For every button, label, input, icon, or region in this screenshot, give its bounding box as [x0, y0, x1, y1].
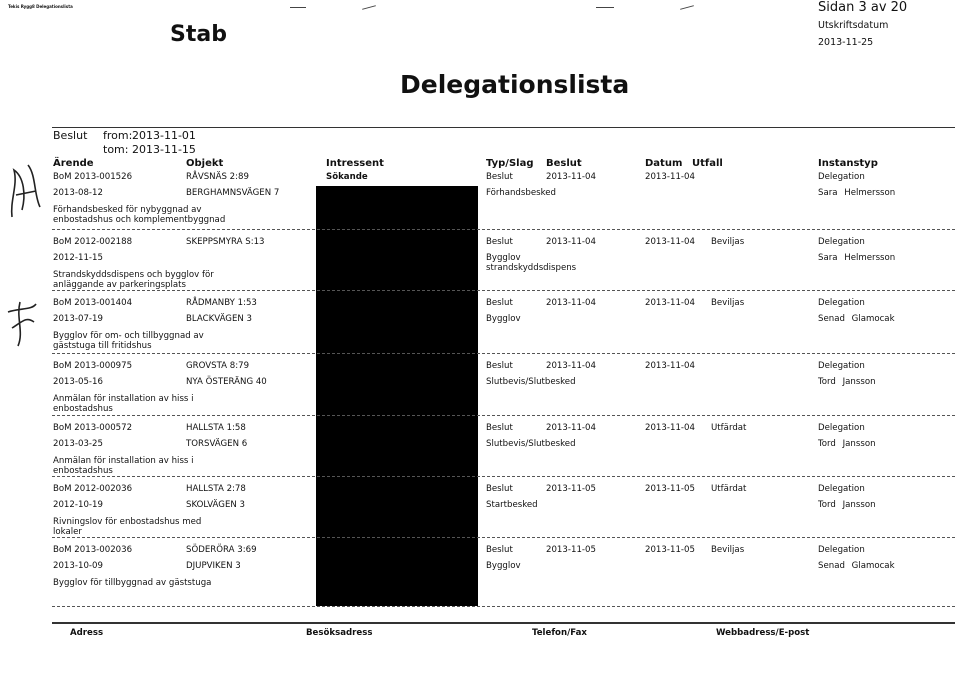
row-typ: Beslut — [486, 172, 513, 182]
row-handl: Sara Helmersson — [818, 253, 896, 263]
filter-tom-date: 2013-11-15 — [132, 143, 196, 156]
row-obj2: BLACKVÄGEN 3 — [186, 314, 253, 324]
row-slag1: Bygglov — [486, 561, 521, 571]
row-obj2: SKOLVÄGEN 3 — [186, 500, 246, 510]
signature-2 — [2, 292, 42, 350]
row-datum: 2013-11-04 — [645, 361, 695, 371]
row-desc2: lokaler — [53, 527, 82, 537]
row-obj1: RÅVSNÄS 2:89 — [186, 172, 249, 182]
row-desc2: anläggande av parkeringsplats — [53, 280, 187, 290]
row-desc2: enbostadshus — [53, 404, 113, 414]
row-obj1: SÖDERÖRA 3:69 — [186, 545, 257, 555]
row-date: 2013-03-25 — [53, 439, 103, 449]
row-desc1: Strandskyddsdispens och bygglov för — [53, 270, 214, 280]
row-desc2: enbostadshus och komplementbyggnad — [53, 215, 226, 225]
row-obj2: BERGHAMNSVÄGEN 7 — [186, 188, 280, 198]
row-desc1: Anmälan för installation av hiss i — [53, 394, 194, 404]
col-objekt: Objekt — [186, 158, 224, 169]
row-beslut-date: 2013-11-05 — [546, 545, 596, 555]
row-slag2: strandskyddsdispens — [486, 263, 577, 273]
row-slag1: Bygglov — [486, 253, 521, 263]
row-instans: Delegation — [818, 361, 865, 371]
row-beslut-date: 2013-11-04 — [546, 298, 596, 308]
filter-from-label: from: — [103, 129, 133, 142]
row-obj2: DJUPVIKEN 3 — [186, 561, 241, 571]
row-desc1: Anmälan för installation av hiss i — [53, 456, 194, 466]
row-handl: Tord Jansson — [818, 377, 876, 387]
row-slag1: Bygglov — [486, 314, 521, 324]
row-date: 2012-10-19 — [53, 500, 103, 510]
row-id: BoM 2013-001404 — [53, 298, 133, 308]
row-desc1: Bygglov för om- och tillbyggnad av — [53, 331, 204, 341]
row-typ: Beslut — [486, 423, 513, 433]
row-typ: Beslut — [486, 484, 513, 494]
col-beslut: Beslut — [546, 158, 582, 169]
signature-1 — [4, 155, 44, 225]
scan-mark-4 — [680, 5, 694, 10]
row-beslut-date: 2013-11-05 — [546, 484, 596, 494]
row-id: BoM 2013-000572 — [53, 423, 133, 433]
row-id: BoM 2013-002036 — [53, 545, 133, 555]
row-datum: 2013-11-04 — [645, 172, 695, 182]
row-datum: 2013-11-04 — [645, 237, 695, 247]
col-intressent: Intressent — [326, 158, 384, 169]
filter-beslut: Beslut — [53, 129, 88, 142]
row-separator — [52, 476, 955, 477]
row-beslut-date: 2013-11-04 — [546, 423, 596, 433]
row-handl: Sara Helmersson — [818, 188, 896, 198]
row-instans: Delegation — [818, 484, 865, 494]
row-typ: Beslut — [486, 545, 513, 555]
row-handl: Senad Glamocak — [818, 314, 895, 324]
row-date: 2012-11-15 — [53, 253, 103, 263]
filter-tom-label: tom: — [103, 143, 129, 156]
row-desc1: Bygglov för tillbyggnad av gäststuga — [53, 578, 212, 588]
scan-mark-3 — [596, 7, 614, 8]
row-slag1: Slutbevis/Slutbesked — [486, 439, 576, 449]
row-date: 2013-07-19 — [53, 314, 103, 324]
footer-adress: Adress — [70, 628, 104, 638]
stab-heading: Stab — [170, 22, 227, 47]
row-obj1: RÅDMANBY 1:53 — [186, 298, 257, 308]
row-instans: Delegation — [818, 423, 865, 433]
col-datum: Datum — [645, 158, 683, 169]
row-desc2: enbostadshus — [53, 466, 113, 476]
row-datum: 2013-11-05 — [645, 545, 695, 555]
redaction-block — [316, 186, 478, 606]
title-rule — [52, 127, 955, 128]
col-typ-slag: Typ/Slag — [486, 158, 534, 169]
row-utfall: Utfärdat — [711, 484, 747, 494]
row-typ: Beslut — [486, 298, 513, 308]
row-id: BoM 2012-002036 — [53, 484, 133, 494]
row-typ: Beslut — [486, 361, 513, 371]
row-instans: Delegation — [818, 298, 865, 308]
row-id: BoM 2012-002188 — [53, 237, 133, 247]
footer-webb: Webbadress/E-post — [716, 628, 810, 638]
row-date: 2013-05-16 — [53, 377, 103, 387]
row-id: BoM 2013-001526 — [53, 172, 133, 182]
row-desc1: Rivningslov för enbostadshus med — [53, 517, 202, 527]
row-slag1: Förhandsbesked — [486, 188, 556, 198]
row-desc2: gäststuga till fritidshus — [53, 341, 152, 351]
row-slag1: Slutbevis/Slutbesked — [486, 377, 576, 387]
row-obj1: HALLSTA 1:58 — [186, 423, 246, 433]
row-separator — [52, 229, 955, 230]
tiny-header: Tekis Rygg8 Delegationslista — [8, 4, 73, 9]
col-utfall: Utfall — [692, 158, 723, 169]
row-handl: Senad Glamocak — [818, 561, 895, 571]
row-beslut-date: 2013-11-04 — [546, 172, 596, 182]
scan-mark-1 — [290, 7, 306, 8]
row-beslut-date: 2013-11-04 — [546, 361, 596, 371]
row-obj1: SKEPPSMYRA S:13 — [186, 237, 265, 247]
row-datum: 2013-11-04 — [645, 298, 695, 308]
row-utfall: Beviljas — [711, 545, 745, 555]
scan-mark-2 — [362, 5, 376, 10]
row-datum: 2013-11-04 — [645, 423, 695, 433]
row-handl: Tord Jansson — [818, 439, 876, 449]
col-arende: Ärende — [53, 158, 94, 169]
row-desc1: Förhandsbesked för nybyggnad av — [53, 205, 202, 215]
row-id: BoM 2013-000975 — [53, 361, 133, 371]
col-instanstyp: Instanstyp — [818, 158, 878, 169]
row-beslut-date: 2013-11-04 — [546, 237, 596, 247]
row-handl: Tord Jansson — [818, 500, 876, 510]
filter-from-date: 2013-11-01 — [132, 129, 196, 142]
row-obj1: GROVSTA 8:79 — [186, 361, 250, 371]
row-separator — [52, 290, 955, 291]
row-utfall: Beviljas — [711, 237, 745, 247]
row-date: 2013-08-12 — [53, 188, 103, 198]
print-date: 2013-11-25 — [818, 37, 874, 48]
row-instans: Delegation — [818, 237, 865, 247]
row-obj2: NYA ÖSTERÄNG 40 — [186, 377, 267, 387]
row-separator — [52, 415, 955, 416]
footer-telefon: Telefon/Fax — [532, 628, 587, 638]
row-typ: Beslut — [486, 237, 513, 247]
col-sokande: Sökande — [326, 172, 368, 182]
print-date-label: Utskriftsdatum — [818, 20, 889, 31]
footer-besoksadress: Besöksadress — [306, 628, 373, 638]
footer-rule — [52, 622, 955, 624]
row-utfall: Utfärdat — [711, 423, 747, 433]
row-instans: Delegation — [818, 545, 865, 555]
page-number: Sidan 3 av 20 — [818, 0, 908, 15]
row-separator — [52, 353, 955, 354]
row-utfall: Beviljas — [711, 298, 745, 308]
row-separator — [52, 606, 955, 607]
row-obj1: HALLSTA 2:78 — [186, 484, 246, 494]
row-obj2: TORSVÄGEN 6 — [186, 439, 248, 449]
row-instans: Delegation — [818, 172, 865, 182]
row-separator — [52, 537, 955, 538]
row-slag1: Startbesked — [486, 500, 538, 510]
page-title: Delegationslista — [400, 70, 630, 99]
row-datum: 2013-11-05 — [645, 484, 695, 494]
row-date: 2013-10-09 — [53, 561, 103, 571]
